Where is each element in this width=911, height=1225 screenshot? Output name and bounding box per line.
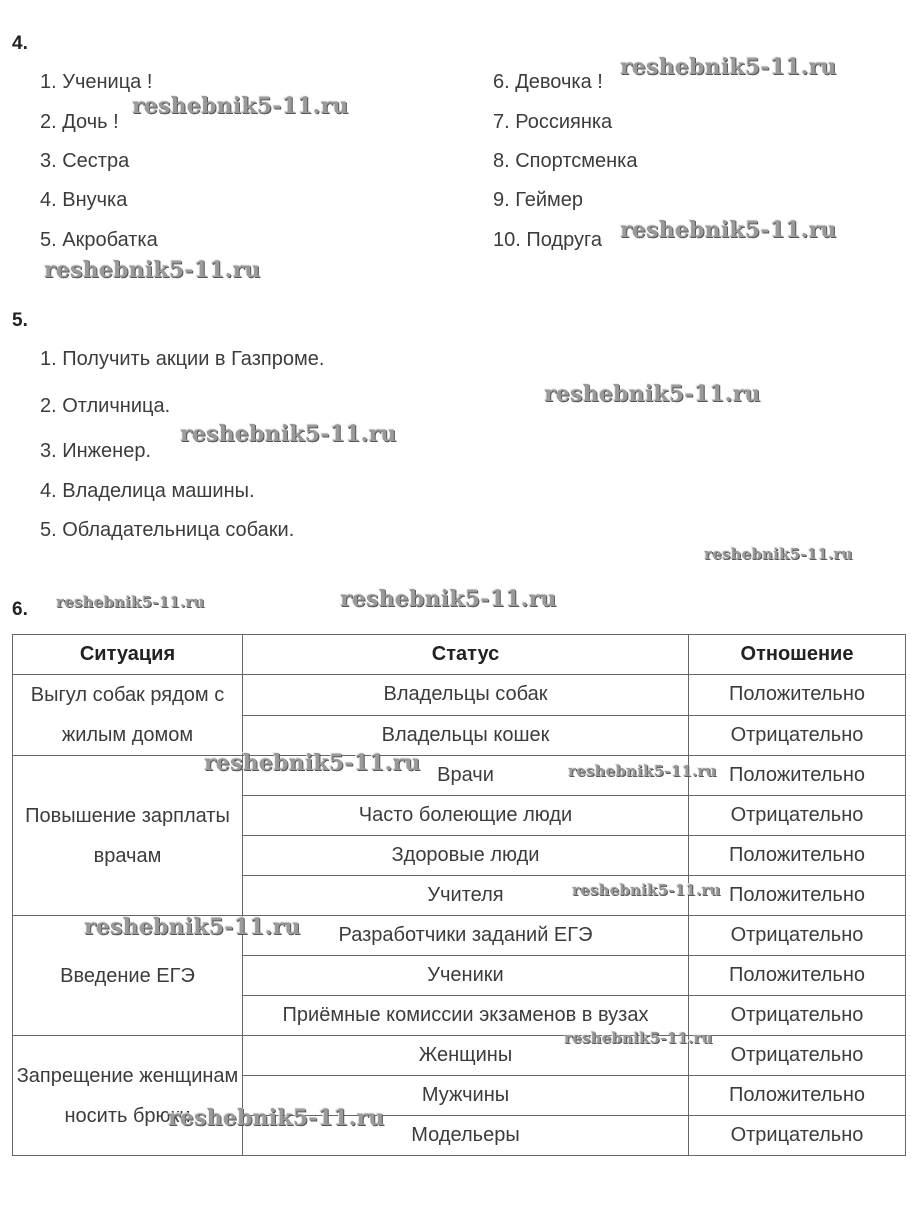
s4-item-4: 4. Внучка bbox=[40, 189, 128, 211]
attitude-cell: Положительно bbox=[689, 956, 906, 996]
s5-item-4: 4. Владелица машины. bbox=[40, 480, 255, 502]
s4-item-7: 7. Россиянка bbox=[493, 111, 613, 133]
attitude-cell: Положительно bbox=[689, 836, 906, 876]
watermark: reshebnik5-11.ru bbox=[340, 586, 557, 612]
attitude-cell: Отрицательно bbox=[689, 796, 906, 836]
status-cell: Здоровые люди bbox=[243, 836, 689, 876]
situation-table bbox=[12, 634, 906, 1156]
status-cell: Владельцы кошек bbox=[243, 715, 689, 756]
attitude-cell: Отрицательно bbox=[689, 1036, 906, 1076]
situation-cell: Выгул собак рядом с жилым домом bbox=[13, 675, 243, 756]
attitude-cell: Положительно bbox=[689, 675, 906, 716]
s5-item-3: 3. Инженер. bbox=[40, 440, 152, 462]
watermark: reshebnik5-11.ru bbox=[44, 257, 261, 283]
s4-item-9: 9. Геймер bbox=[493, 189, 584, 211]
s4-item-2: 2. Дочь ! bbox=[40, 111, 119, 133]
header-attitude: Отношение bbox=[689, 635, 906, 675]
status-cell: Женщины bbox=[243, 1036, 689, 1076]
watermark: reshebnik5-11.ru bbox=[544, 381, 761, 407]
watermark: reshebnik5-11.ru bbox=[564, 1029, 713, 1047]
watermark: reshebnik5-11.ru bbox=[620, 217, 837, 243]
attitude-cell: Отрицательно bbox=[689, 996, 906, 1036]
watermark: reshebnik5-11.ru bbox=[204, 750, 421, 776]
attitude-cell: Отрицательно bbox=[689, 715, 906, 756]
status-cell: Учителя bbox=[243, 876, 689, 916]
status-cell: Владельцы собак bbox=[243, 675, 689, 716]
attitude-cell: Положительно bbox=[689, 876, 906, 916]
s4-item-6: 6. Девочка ! bbox=[493, 71, 603, 93]
attitude-cell: Отрицательно bbox=[689, 916, 906, 956]
watermark: reshebnik5-11.ru bbox=[568, 762, 717, 780]
situation-cell: Повышение зарплаты врачам bbox=[13, 756, 243, 916]
watermark: reshebnik5-11.ru bbox=[180, 421, 397, 447]
s5-item-2: 2. Отличница. bbox=[40, 395, 171, 417]
status-cell: Модельеры bbox=[243, 1116, 689, 1156]
s4-item-5: 5. Акробатка bbox=[40, 229, 158, 251]
situation-cell: Введение ЕГЭ bbox=[13, 916, 243, 1036]
s4-item-1: 1. Ученица ! bbox=[40, 71, 153, 93]
status-cell: Приёмные комиссии экзаменов в вузах bbox=[243, 996, 689, 1036]
header-status: Статус bbox=[243, 635, 689, 675]
watermark: reshebnik5-11.ru bbox=[572, 881, 721, 899]
s4-item-8: 8. Спортсменка bbox=[493, 150, 638, 172]
watermark: reshebnik5-11.ru bbox=[56, 593, 205, 611]
s5-item-1: 1. Получить акции в Газпроме. bbox=[40, 348, 325, 370]
status-cell: Ученики bbox=[243, 956, 689, 996]
header-situation: Ситуация bbox=[13, 635, 243, 675]
section-6-number: 6. bbox=[12, 599, 28, 620]
attitude-cell: Положительно bbox=[689, 756, 906, 796]
watermark: reshebnik5-11.ru bbox=[168, 1105, 385, 1131]
watermark: reshebnik5-11.ru bbox=[132, 93, 349, 119]
s4-item-10: 10. Подруга bbox=[493, 229, 602, 251]
status-cell: Врачи bbox=[243, 756, 689, 796]
table-row bbox=[13, 756, 906, 796]
situation-cell: Запрещение женщинам носить брюки bbox=[13, 1036, 243, 1156]
s4-item-3: 3. Сестра bbox=[40, 150, 130, 172]
status-cell: Часто болеющие люди bbox=[243, 796, 689, 836]
watermark: reshebnik5-11.ru bbox=[704, 545, 853, 563]
status-cell: Разработчики заданий ЕГЭ bbox=[243, 916, 689, 956]
table-row bbox=[13, 675, 906, 716]
watermark: reshebnik5-11.ru bbox=[84, 914, 301, 940]
watermark: reshebnik5-11.ru bbox=[620, 54, 837, 80]
s5-item-5: 5. Обладательница собаки. bbox=[40, 519, 295, 541]
section-4-number: 4. bbox=[12, 33, 28, 54]
status-cell: Мужчины bbox=[243, 1076, 689, 1116]
table-header-row bbox=[13, 635, 906, 675]
attitude-cell: Отрицательно bbox=[689, 1116, 906, 1156]
attitude-cell: Положительно bbox=[689, 1076, 906, 1116]
table-row bbox=[13, 1036, 906, 1076]
section-5-number: 5. bbox=[12, 310, 28, 331]
